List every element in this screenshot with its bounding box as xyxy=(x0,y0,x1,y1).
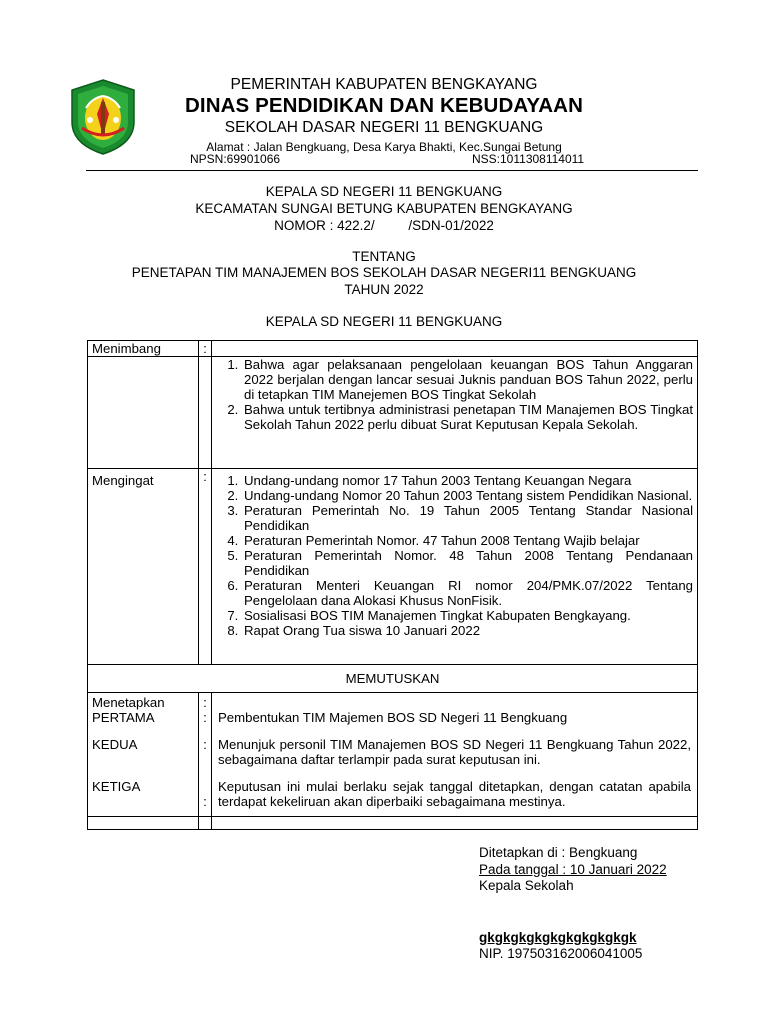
mengingat-item: 2. Undang-undang Nomor 20 Tahun 2003 Tentang sistem Pendidikan Nasional. xyxy=(242,488,693,503)
pertama-text: Pembentukan TIM Majemen BOS SD Negeri 11 Bengkuang xyxy=(218,710,568,725)
keputusan-colons xyxy=(199,693,212,817)
title-nomor: NOMOR : 422.2/ /SDN-01/2022 xyxy=(274,218,494,233)
sig-nama: gkgkgkgkgkgkgkgkgkgk xyxy=(479,930,637,945)
header-school: SEKOLAH DASAR NEGERI 11 BENGKUANG xyxy=(224,119,544,136)
mengingat-item: 8. Rapat Orang Tua siswa 10 Januari 2022 xyxy=(242,623,693,638)
title-tentang: TENTANG xyxy=(352,249,416,264)
menetapkan-label: Menetapkan xyxy=(92,695,165,710)
mengingat-colon: : xyxy=(199,469,212,665)
header-address: Alamat : Jalan Bengkuang, Desa Karya Bhakti, Kec.Sungai Betung xyxy=(206,140,562,154)
mengingat-list xyxy=(216,473,693,638)
sig-nip: NIP. 197503162006041005 xyxy=(479,946,643,961)
keputusan-labels xyxy=(88,693,199,817)
ketiga-label: KETIGA xyxy=(92,779,141,794)
mengingat-label: Mengingat xyxy=(88,469,199,665)
kedua-label: KEDUA xyxy=(92,737,138,752)
sig-tanggal: Pada tanggal : 10 Januari 2022 xyxy=(479,862,667,877)
colon-kedua: : xyxy=(203,737,207,752)
mengingat-item: 4. Peraturan Pemerintah Nomor. 47 Tahun 2008 Tentang Wajib belajar xyxy=(242,533,693,548)
title-year: TAHUN 2022 xyxy=(344,282,424,297)
menimbang-content xyxy=(212,357,698,469)
colon-ketiga: : xyxy=(203,794,207,809)
mengingat-item: 5. Peraturan Pemerintah Nomor. 48 Tahun 2008 Tentang Pendanaan Pendidikan xyxy=(242,548,693,578)
pertama-label: PERTAMA xyxy=(92,710,155,725)
colon-pertama: : xyxy=(203,710,207,725)
header-npsn: NPSN:69901066 xyxy=(190,152,281,166)
title-subject: PENETAPAN TIM MANAJEMEN BOS SEKOLAH DASAR NEGERI11 BENGKUANG xyxy=(131,265,637,280)
mengingat-item: 6. Peraturan Menteri Keuangan RI nomor 204/PMK.07/2022 Tentang Pengelolaan dana Alokasi Khusus NonFisik. xyxy=(242,578,693,608)
decision-table xyxy=(87,340,698,830)
mengingat-item: 1. Undang-undang nomor 17 Tahun 2003 Tentang Keuangan Negara xyxy=(242,473,693,488)
menimbang-colon: : xyxy=(199,341,212,357)
colon-menetapkan: : xyxy=(203,695,207,710)
header-department: DINAS PENDIDIKAN DAN KEBUDAYAAN xyxy=(185,94,583,117)
menimbang-label: Menimbang xyxy=(88,341,199,357)
sig-jabatan: Kepala Sekolah xyxy=(479,878,574,893)
kedua-text: Menunjuk personil TIM Manajemen BOS SD Negeri 11 Bengkuang Tahun 2022, sebagaimana daftar terlampir pada surat keputusan ini. xyxy=(218,737,691,767)
menimbang-list xyxy=(216,357,693,432)
keputusan-content xyxy=(212,693,698,817)
mengingat-item: 3. Peraturan Pemerintah No. 19 Tahun 2005 Tentang Standar Nasional Pendidikan xyxy=(242,503,693,533)
title-kepala-2: KEPALA SD NEGERI 11 BENGKUANG xyxy=(265,314,503,329)
ketiga-text: Keputusan ini mulai berlaku sejak tanggal ditetapkan, dengan catatan apabila terdapat kekeliruan akan diperbaiki sebagaimana mestinya. xyxy=(218,779,691,809)
mengingat-item: 7. Sosialisasi BOS TIM Manajemen Tingkat Kabupaten Bengkayang. xyxy=(242,608,693,623)
header-government: PEMERINTAH KABUPATEN BENGKAYANG xyxy=(230,76,538,93)
mengingat-content xyxy=(212,469,698,665)
sig-ditetapkan: Ditetapkan di : Bengkuang xyxy=(479,845,638,860)
menimbang-item: 2. Bahwa untuk tertibnya administrasi penetapan TIM Manajemen BOS Tingkat Sekolah Tahun 2022 perlu dibuat Surat Keputusan Kepala Sekolah. xyxy=(242,402,693,432)
menimbang-item: 1. Bahwa agar pelaksanaan pengelolaan keuangan BOS Tahun Anggaran 2022 berjalan dengan lancar sesuai Juknis panduan BOS Tahun 2022, perlu di tetapkan TIM Manejemen BOS Tingkat Sekolah xyxy=(242,357,693,402)
header-nss: NSS:1011308114011 xyxy=(472,152,585,166)
memutuskan-heading: MEMUTUSKAN xyxy=(88,665,698,693)
title-kecamatan: KECAMATAN SUNGAI BETUNG KABUPATEN BENGKAYANG xyxy=(195,201,573,216)
title-kepala: KEPALA SD NEGERI 11 BENGKUANG xyxy=(265,184,503,199)
header-divider xyxy=(86,170,698,171)
